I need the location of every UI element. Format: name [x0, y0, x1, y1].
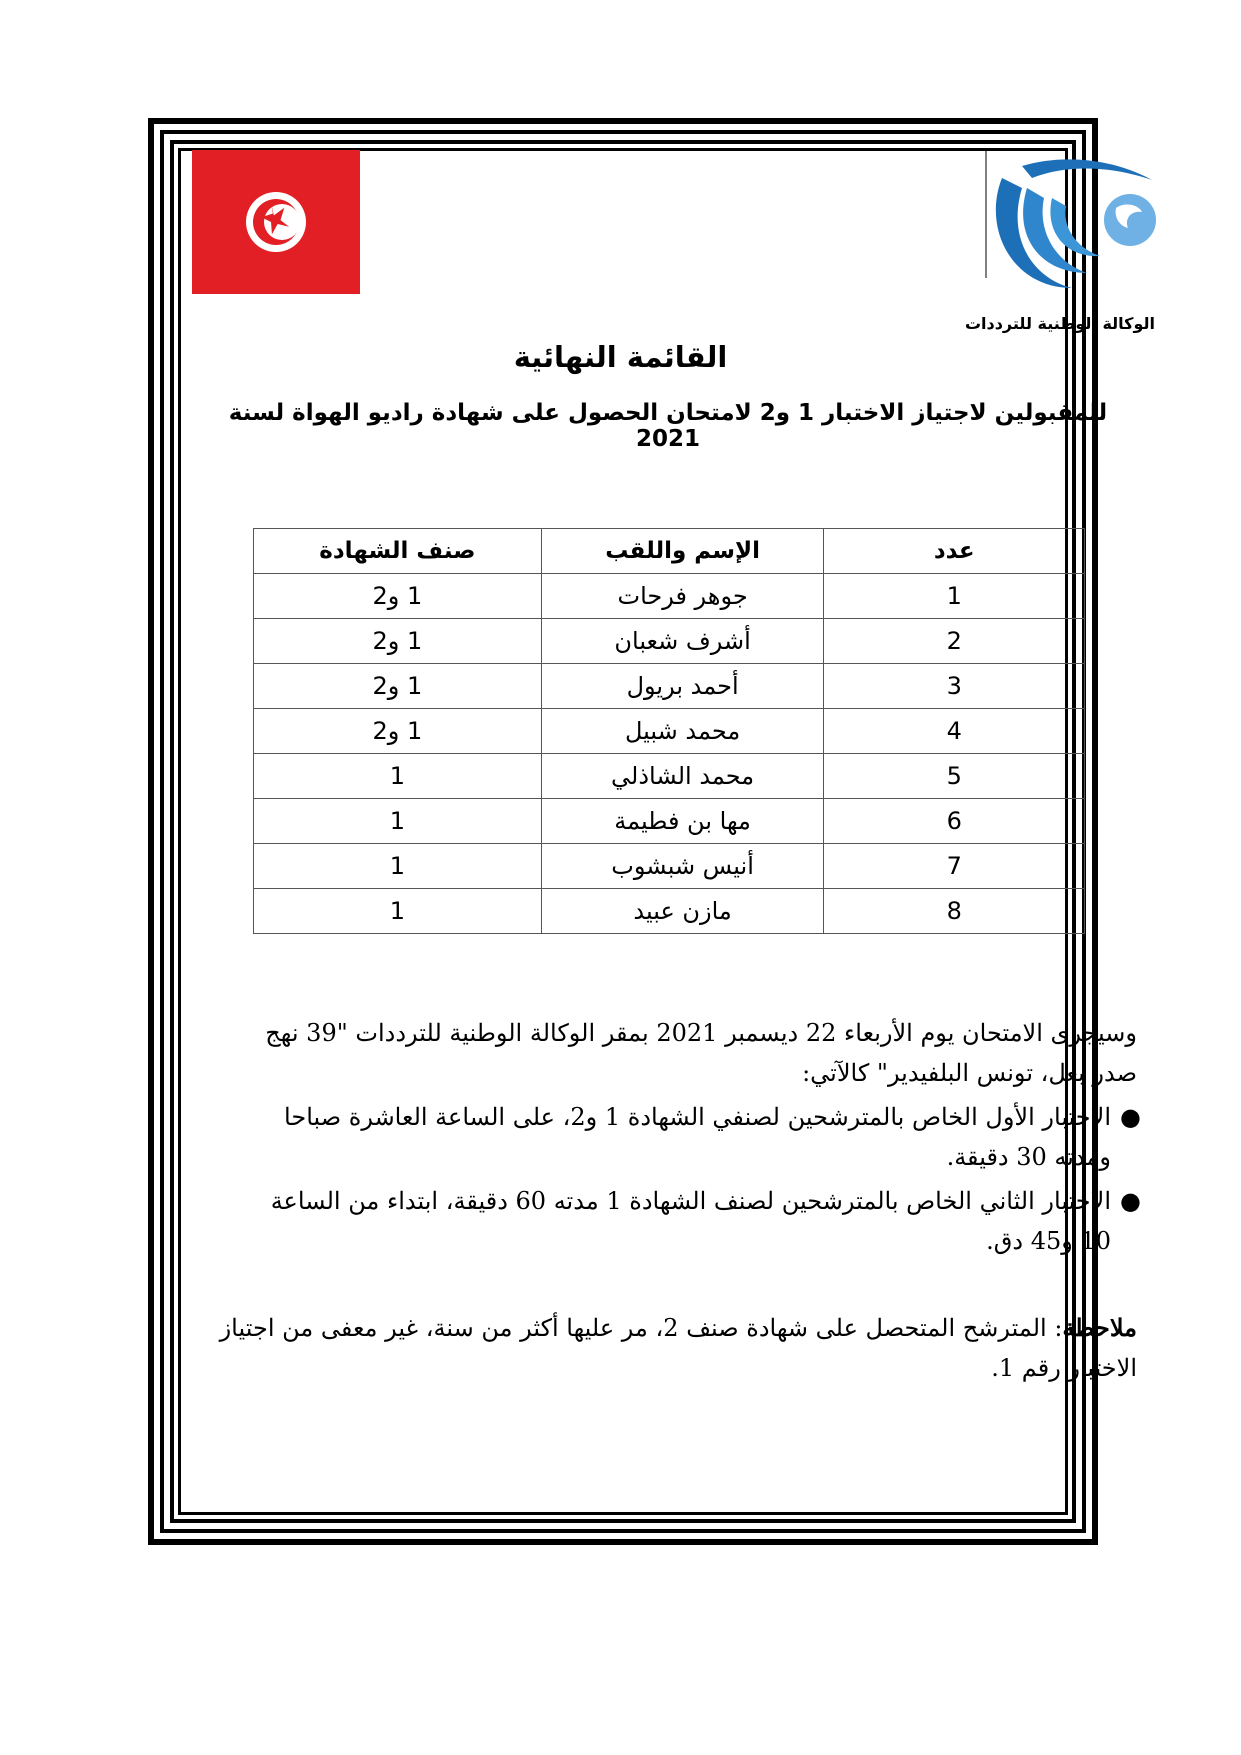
- note-text: : المترشح المتحصل على شهادة صنف 2، مر عليها أكثر من سنة، غير معفى من اجتياز الاختبار رقم 1.: [219, 1314, 1137, 1382]
- cell-number: 8: [824, 889, 1085, 934]
- exam-intro-paragraph: وسيجرى الامتحان يوم الأربعاء 22 ديسمبر 2021 بمقر الوكالة الوطنية للترددات "39 نهج صدر بعل، تونس البلفيدير" كالآتي:: [265, 1019, 1137, 1087]
- cell-number: 4: [824, 709, 1085, 754]
- table-header-row: [254, 529, 1085, 574]
- tunisia-flag-icon: [192, 150, 360, 294]
- table-row: [254, 709, 1085, 754]
- cell-name: مازن عبيد: [541, 889, 824, 934]
- table-row: [254, 889, 1085, 934]
- page-title: القائمة النهائية: [513, 340, 728, 374]
- cell-number: 1: [824, 574, 1085, 619]
- cell-class: 1 و2: [254, 574, 542, 619]
- table-row: [254, 574, 1085, 619]
- cell-class: 1 و2: [254, 709, 542, 754]
- cell-class: 1: [254, 889, 542, 934]
- page-subtitle: للمقبولين لاجتياز الاختبار 1 و2 لامتحان الحصول على شهادة راديو الهواة لسنة 2021: [228, 400, 1108, 452]
- bullet-text: الاختبار الثاني الخاص بالمترشحين لصنف الشهادة 1 مدته 60 دقيقة، ابتداء من الساعة 10 و45 دق.: [270, 1187, 1111, 1255]
- cell-class: 1: [254, 799, 542, 844]
- note-label: ملاحظة: [1062, 1313, 1137, 1342]
- bullet-icon: ●: [1120, 1103, 1141, 1131]
- table-row: [254, 844, 1085, 889]
- cell-name: أنيس شبشوب: [541, 844, 824, 889]
- cell-number: 2: [824, 619, 1085, 664]
- agency-logo-icon: [982, 148, 1162, 296]
- cell-class: 1 و2: [254, 619, 542, 664]
- table-row: [254, 619, 1085, 664]
- table-row: [254, 799, 1085, 844]
- table-row: [254, 664, 1085, 709]
- bullet-item-second-test: [261, 1181, 1141, 1261]
- header-class: صنف الشهادة: [254, 529, 542, 574]
- cell-class: 1 و2: [254, 664, 542, 709]
- cell-name: أحمد بريول: [541, 664, 824, 709]
- cell-name: محمد شبيل: [541, 709, 824, 754]
- header-number: عدد: [824, 529, 1085, 574]
- cell-name: مها بن فطيمة: [541, 799, 824, 844]
- bullet-item-first-test: [261, 1097, 1141, 1177]
- cell-number: 6: [824, 799, 1085, 844]
- results-table: [253, 528, 1085, 934]
- cell-name: أشرف شعبان: [541, 619, 824, 664]
- cell-class: 1: [254, 844, 542, 889]
- cell-number: 5: [824, 754, 1085, 799]
- bullet-text: الاختبار الأول الخاص بالمترشحين لصنفي الشهادة 1 و2، على الساعة العاشرة صباحا ومدته 30 دقيقة.: [284, 1103, 1111, 1171]
- cell-class: 1: [254, 754, 542, 799]
- agency-name: الوكالة الوطنية للترددات: [964, 314, 1155, 333]
- cell-name: محمد الشاذلي: [541, 754, 824, 799]
- table-row: [254, 754, 1085, 799]
- cell-number: 3: [824, 664, 1085, 709]
- note-paragraph: [217, 1308, 1137, 1388]
- bullet-icon: ●: [1120, 1187, 1141, 1215]
- header-name: الإسم واللقب: [541, 529, 824, 574]
- cell-name: جوهر فرحات: [541, 574, 824, 619]
- cell-number: 7: [824, 844, 1085, 889]
